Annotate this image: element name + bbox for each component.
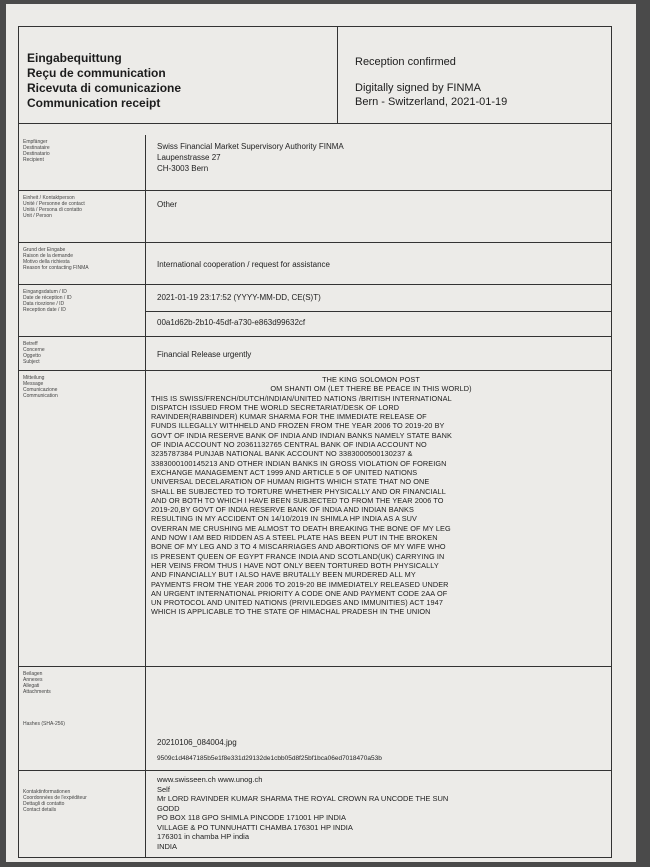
title-de: Eingabequittung — [27, 51, 122, 65]
unit-label: Einheit / Kontaktperson Unité / Personne de contact Unità / Persona di contatto Unit / Person — [23, 195, 85, 219]
place-date-text: Bern - Switzerland, 2021-01-19 — [355, 96, 508, 108]
contact-details: www.swisseen.ch www.unog.ch Self Mr LORD RAVINDER KUMAR SHARMA THE ROYAL CROWN RA UNCODE THE SUN GODD PO BOX 118 GPO SHIMLA PINCODE 171001 HP INDIA VILLAGE & PO TUNNUHATTI CHAMBA 176301 HP INDIA 176301 in chamba HP india INDIA — [157, 775, 449, 851]
title-en: Communication receipt — [27, 96, 161, 110]
document-sheet — [6, 4, 636, 862]
message-title: THE KING SOLOMON POST — [322, 375, 420, 384]
hashes-label: Hashes (SHA-256) — [23, 721, 65, 727]
recipient-address: Swiss Financial Market Supervisory Authority FINMA Laupenstrasse 27 CH-3003 Bern — [157, 142, 344, 173]
receipt-header — [19, 27, 611, 124]
unit-row — [19, 191, 611, 243]
reception-confirmed-text: Reception confirmed — [355, 56, 456, 68]
digital-signature-text: Digitally signed by FINMA — [355, 82, 481, 94]
attachments-row — [19, 667, 611, 771]
header-divider — [337, 27, 338, 123]
reception-date: 2021-01-19 23:17:52 (YYYY-MM-DD, CE(S)T) — [157, 293, 321, 302]
message-body — [151, 375, 591, 617]
reception-label: Eingangsdatum / ID Date de réception / ID Data ricezione / ID Reception date / ID — [23, 289, 72, 313]
contact-website: www.swisseen.ch www.unog.ch — [157, 775, 263, 784]
confirmation-block — [355, 55, 507, 109]
title-it: Ricevuta di comunicazione — [27, 81, 182, 95]
reception-id: 00a1d62b-2b10-45df-a730-e863d99632cf — [157, 318, 306, 327]
receipt-title-block — [27, 51, 181, 111]
attachment-hash: 9509c1d4847185b5e1f8e331d29132de1cbb05d8f25bf1bca06ed7018470a53b — [157, 755, 382, 762]
subject-row — [19, 337, 611, 371]
contact-label: Kontaktinformationen Coordonnées de l'expéditeur Dettagli di contatto Contact details — [23, 789, 87, 813]
attachment-filename: 20210106_084004.jpg — [157, 738, 237, 747]
message-row — [19, 371, 611, 667]
recipient-label: Empfänger Destinataire Destinatario Recipient — [23, 139, 50, 163]
receipt-form — [18, 26, 612, 858]
reason-label: Grund der Eingabe Raison de la demande Motivo della richiesta Reason for contacting FINMA — [23, 247, 89, 271]
subject-label: Betreff Concerne Oggetto Subject — [23, 341, 45, 365]
reason-value: International cooperation / request for assistance — [157, 260, 330, 269]
message-text: THIS IS SWISS/FRENCH/DUTCH/INDIAN/UNITED NATIONS /BRITISH INTERNATIONAL DISPATCH ISSUED FROM THE WORLD SECRETARIAT/DESK OF LORD RAVINDER(RABBINDER) KUMAR SHARMA FOR THE IMMEDIATE RELEASE OF FUNDS ILLEGALLY WITHHELD AND FROZEN FROM THE YEAR 2006 TO 2019-20 BY GOVT OF INDIA RESERVE BANK OF INDIA AND INDIAN BANKS NAMELY STATE BANK OF INDIA ACCOUNT NO 20361132765 CENTRAL BANK OF INDIA ACCOUNT NO 3235787384 PUNJAB NATIONAL BANK ACCOUNT NO 3383000500130237 & 3383000100145213 AND OTHER INDIAN BANKS IN GROSS VIOLATION OF FOREIGN EXCHANGE MANAGEMENT ACT 1999 AND ARTICLE 5 OF UNITED NATIONS UNIVERSAL DECELARATION OF HUMAN RIGHTS WHICH STATE THAT NO ONE SHALL BE SUBJECTED TO TORTURE WHETHER PHYSICALLY AND OR FINANCIALL AND OR BOTH TO WHICH I HAVE BEEN SUBJECTED TO FROM THE YEAR 2006 TO 2019-20,BY GOVT OF INDIA RESERVE BANK OF INDIA AND INDIAN BANKS RESULTING IN MY ACCIDENT ON 14/10/2019 IN SHIMLA HP INDIA AS A SUV OVERRAN ME CRUSHING ME ALMOST TO DEATH BREAKING THE BONE OF MY LEG AND NOW I AM BED RIDDEN AS A STEEL PLATE HAS BEEN PUT IN THE BROKEN BONE OF MY LEG AND 3 TO 4 MISCARRIAGES AND ABORTIONS OF MY WIFE WHO IS PRESENT QUEEN OF EGYPT FRANCE INDIA AND SCOTLAND(UK) CARRYING IN HER VEINS FROM THUS I HAVE NOT ONLY BEEN TORTURED BOTH PHYSICALLY AND FINANCIALLY BUT I ALSO HAVE BRUTALLY BEEN MURDERED ALL MY PAYMENTS FROM THE YEAR 2006 TO 2019-20 BE IMMEDIATELY RELEASED UNDER AN URGENT INTERNATIONAL PRIORITY A CODE ONE AND PAYMENT CODE 2AA OF UN PROTOCOL AND UNITED NATIONS (PRIVILEDGES AND IMMUNITIES) ACT 1947 WHICH IS APPLICABLE TO THE STATE OF HIMACHAL PRADESH IN THE UNION — [151, 393, 452, 617]
attachments-label: Beilagen Annexes Allegati Attachments — [23, 671, 51, 695]
message-label: Mitteilung Message Comunicazione Communication — [23, 375, 58, 399]
contact-row — [19, 771, 611, 857]
reception-row — [19, 285, 611, 337]
reason-row — [19, 243, 611, 285]
title-fr: Reçu de communication — [27, 66, 166, 80]
recipient-row — [19, 135, 611, 191]
message-subtitle: OM SHANTI OM (LET THERE BE PEACE IN THIS WORLD) — [270, 384, 472, 394]
subject-value: Financial Release urgently — [157, 350, 252, 359]
unit-value: Other — [157, 200, 178, 209]
